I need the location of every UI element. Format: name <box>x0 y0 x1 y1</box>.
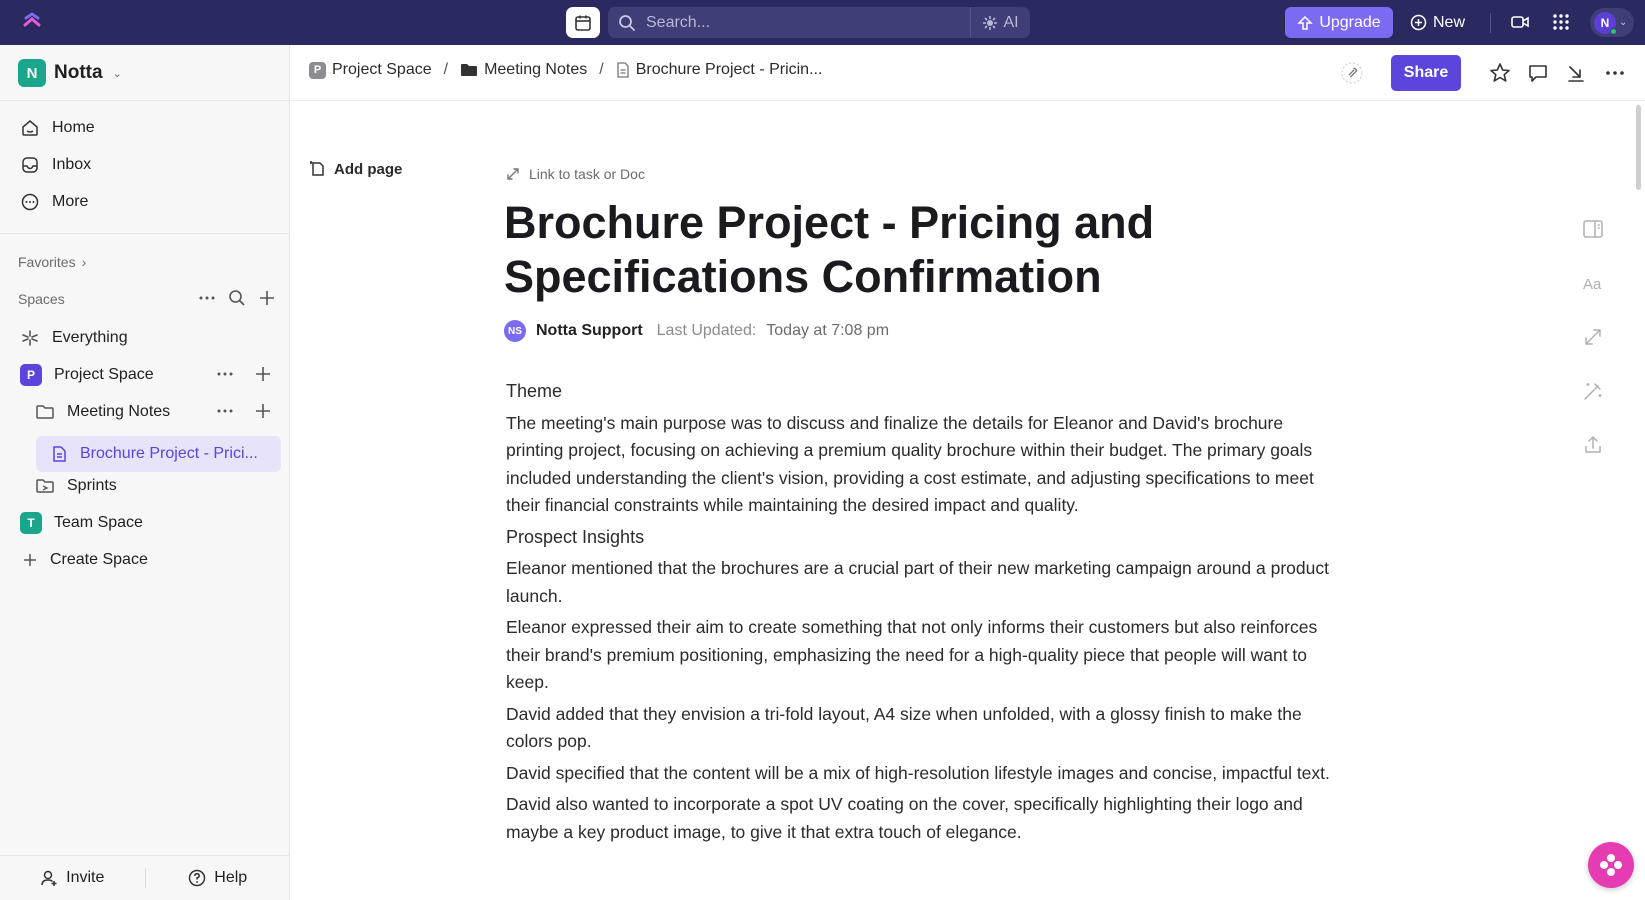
add-page-button[interactable] <box>310 160 402 178</box>
workspace-badge: N <box>18 59 46 87</box>
top-bar <box>0 0 1645 45</box>
sidebar-item-label: Project Space <box>54 366 154 383</box>
sidebar <box>0 45 290 900</box>
invite-button[interactable] <box>0 869 145 887</box>
document-header <box>291 45 1645 101</box>
author-name: Notta Support <box>536 322 643 339</box>
sidebar-item-label: Sprints <box>67 477 117 494</box>
font-size-icon[interactable] <box>1582 272 1604 294</box>
share-button[interactable]: Share <box>1391 55 1461 91</box>
sidebar-item-label: Meeting Notes <box>67 403 171 420</box>
sidebar-item-inbox[interactable] <box>20 149 91 181</box>
sprints-folder-icon <box>35 476 55 496</box>
sidebar-divider <box>0 100 290 101</box>
breadcrumb-current-doc[interactable] <box>616 61 823 79</box>
comment-icon[interactable] <box>1527 62 1549 84</box>
breadcrumb-label: Project Space <box>332 61 432 78</box>
folder-icon <box>460 62 478 78</box>
app-logo-icon[interactable] <box>22 12 42 32</box>
section-heading-theme: Theme <box>506 381 563 401</box>
insight-paragraph: David specified that the content will be a mix of high-resolution lifestyle images and concise, impactful text. <box>506 762 1330 783</box>
more-horizontal-icon[interactable] <box>216 402 234 420</box>
home-icon <box>20 118 40 138</box>
link-task-label: Link to task or Doc <box>529 166 645 182</box>
search-icon <box>618 14 636 32</box>
breadcrumb-separator: / <box>443 61 449 78</box>
author-avatar: NS <box>504 320 526 342</box>
last-updated-label: Last Updated: <box>656 322 757 339</box>
topbar-divider <box>1490 13 1491 33</box>
sidebar-panel-icon[interactable] <box>1582 218 1604 240</box>
document-icon <box>616 62 630 78</box>
sidebar-item-label: Home <box>52 119 95 136</box>
section-heading-insights: Prospect Insights <box>506 526 645 547</box>
doc-meta <box>504 320 889 342</box>
calendar-icon <box>574 14 592 32</box>
spaces-section-label: Spaces <box>18 291 65 307</box>
link-task-button[interactable] <box>505 166 645 182</box>
upload-icon[interactable] <box>1582 434 1604 456</box>
favorites-label: Favorites <box>18 254 76 270</box>
star-icon[interactable] <box>1489 62 1511 84</box>
last-updated-value: Today at 7:08 pm <box>766 322 890 339</box>
sidebar-item-label: Team Space <box>54 514 143 531</box>
link-relation-icon[interactable] <box>1582 326 1604 348</box>
link-icon <box>505 166 521 182</box>
avatar-initial: N <box>1600 15 1610 30</box>
video-record-icon[interactable] <box>1510 12 1530 32</box>
collapse-icon[interactable] <box>1565 62 1587 84</box>
sidebar-item-create-space[interactable] <box>20 542 148 578</box>
insight-paragraph: David also wanted to incorporate a spot UV coating on the cover, specifically highlighting their logo and maybe a key product image, to give it that extra touch of elegance. <box>506 794 1303 842</box>
flower-icon <box>1598 852 1624 878</box>
sidebar-item-project-space[interactable] <box>20 357 154 393</box>
ai-sparkle-icon <box>982 15 998 31</box>
page-title[interactable]: Brochure Project - Pricing and Specifications Confirmation <box>504 197 1155 302</box>
sidebar-item-everything[interactable] <box>20 320 128 356</box>
new-button[interactable] <box>1410 7 1465 38</box>
assistant-fab-button[interactable] <box>1588 842 1634 888</box>
search-icon[interactable] <box>228 289 246 307</box>
apps-grid-icon[interactable] <box>1551 12 1571 32</box>
breadcrumb-separator: / <box>599 61 604 78</box>
magic-wand-icon[interactable] <box>1582 380 1604 402</box>
folder-icon <box>35 402 55 422</box>
more-horizontal-icon[interactable] <box>198 289 216 307</box>
chevron-down-icon: ⌄ <box>112 67 122 80</box>
right-toolbar <box>1582 218 1604 456</box>
help-label: Help <box>214 869 248 886</box>
document-icon <box>50 445 68 463</box>
help-circle-icon <box>188 869 206 887</box>
user-avatar-menu[interactable] <box>1590 8 1634 37</box>
avatar <box>1594 12 1616 34</box>
breadcrumb-label: Brochure Project - Pricin... <box>635 61 823 78</box>
invite-label: Invite <box>66 869 105 886</box>
sidebar-item-label: Brochure Project - Prici... <box>80 445 258 462</box>
favorites-section[interactable] <box>18 254 86 270</box>
plus-icon <box>20 550 40 570</box>
upgrade-label: Upgrade <box>1319 13 1381 31</box>
ai-label: AI <box>1003 13 1019 31</box>
insight-paragraph: Eleanor expressed their aim to create something that not only informs their customers but also reinforces their brand's premium positioning, emphasizing the need for a high-quality piece that people will want to keep. <box>506 617 1318 692</box>
workspace-switcher[interactable] <box>18 59 122 87</box>
sidebar-item-label: More <box>52 193 89 210</box>
upgrade-button[interactable] <box>1285 7 1393 38</box>
theme-paragraph: The meeting's main purpose was to discuss and finalize the details for Eleanor and David's brochure printing project, focusing on achieving a premium quality brochure within their budget. The primary goals included understanding the client's vision, providing a cost estimate, and adjusting specifications to meet their financial constraints while maintaining the desired impact and quality. <box>506 412 1314 515</box>
breadcrumb-label: Meeting Notes <box>484 61 588 78</box>
sidebar-item-label: Everything <box>52 329 128 346</box>
upgrade-icon <box>1297 15 1313 31</box>
more-horizontal-icon[interactable] <box>1604 62 1626 84</box>
svg-text:Aa: Aa <box>1583 276 1602 293</box>
sidebar-item-sprints[interactable] <box>35 468 117 504</box>
add-page-label: Add page <box>334 160 403 178</box>
sidebar-footer <box>0 855 290 900</box>
sidebar-item-label: Inbox <box>52 156 92 173</box>
sidebar-item-label: Create Space <box>50 551 148 568</box>
sidebar-item-meeting-notes[interactable] <box>35 394 170 430</box>
plus-icon[interactable] <box>254 402 272 420</box>
tag-icon[interactable] <box>1341 62 1363 84</box>
insight-paragraph: Eleanor mentioned that the brochures are a crucial part of their new marketing campaign around a product launch. <box>506 558 1329 606</box>
scrollbar[interactable] <box>1636 105 1641 190</box>
insight-paragraph: David added that they envision a tri-fold layout, A4 size when unfolded, with a glossy finish to make the colors pop. <box>506 703 1302 751</box>
plus-icon[interactable] <box>254 365 272 383</box>
everything-icon <box>20 328 40 348</box>
add-page-icon <box>310 160 326 178</box>
plus-circle-icon <box>1410 14 1427 31</box>
search-bar[interactable] <box>608 7 1030 38</box>
chevron-right-icon: › <box>81 254 87 270</box>
help-button[interactable] <box>146 869 291 887</box>
breadcrumb <box>309 61 822 79</box>
breadcrumb-meeting-notes[interactable] <box>460 61 587 79</box>
new-label: New <box>1433 13 1466 31</box>
sidebar-item-home[interactable] <box>20 112 95 144</box>
calendar-button[interactable] <box>566 7 600 38</box>
search-input[interactable]: Search... <box>646 13 711 31</box>
breadcrumb-project-space[interactable] <box>309 61 432 79</box>
sidebar-item-team-space[interactable] <box>20 505 143 541</box>
more-horizontal-icon[interactable] <box>216 365 234 383</box>
inbox-icon <box>20 155 40 175</box>
chevron-down-icon: ⌄ <box>1619 17 1628 28</box>
space-badge: P <box>309 62 326 79</box>
document-body[interactable] <box>506 378 1336 850</box>
user-plus-icon <box>40 869 58 887</box>
ai-button[interactable] <box>970 7 1030 38</box>
space-badge: T <box>20 512 42 534</box>
plus-icon[interactable] <box>258 289 276 307</box>
workspace-name: Notta <box>54 62 103 83</box>
sidebar-divider <box>0 233 290 234</box>
online-status-dot <box>1610 28 1617 35</box>
sidebar-item-brochure-doc[interactable] <box>36 436 281 472</box>
sidebar-item-more[interactable] <box>20 186 88 218</box>
space-badge: P <box>20 364 42 386</box>
more-circle-icon <box>20 192 40 212</box>
